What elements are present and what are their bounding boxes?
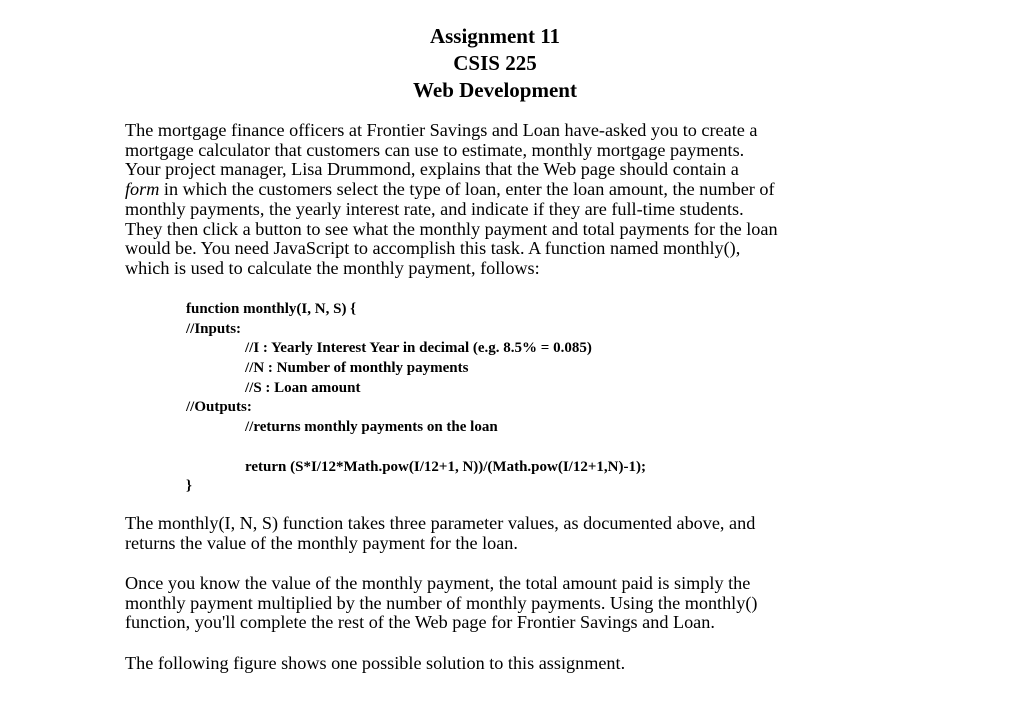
text-line: Your project manager, Lisa Drummond, explains that the Web page should contain a [125, 159, 739, 180]
code-line: //Outputs: [186, 399, 252, 416]
code-line: } [186, 478, 192, 495]
code-line: return (S*I/12*Math.pow(I/12+1, N))/(Math.pow(I/12+1,N)-1); [245, 458, 646, 475]
text-line: The following figure shows one possible solution to this assignment. [125, 653, 626, 673]
course-code: CSIS 225 [453, 51, 537, 75]
text-line: monthly payments, the yearly interest rate, and indicate if they are full-time students. [125, 198, 744, 219]
code-line: //I : Yearly Interest Year in decimal (e.g. 8.5% = 0.085) [245, 340, 592, 357]
function-description-paragraph [125, 514, 865, 553]
course-name: Web Development [413, 78, 577, 102]
text-line: function, you'll complete the rest of the Web page for Frontier Savings and Loan. [125, 612, 715, 633]
text-line [125, 180, 865, 200]
text-line: The mortgage finance officers at Frontier Savings and Loan have-asked you to create a [125, 120, 758, 140]
intro-paragraph [125, 121, 865, 279]
text-line: They then click a button to see what the monthly payment and total payments for the loan [125, 218, 778, 239]
text-line: would be. You need JavaScript to accomplish this task. A function named monthly(), [125, 238, 741, 259]
text-line: which is used to calculate the monthly payment, follows: [125, 257, 540, 278]
code-line: //Inputs: [186, 320, 242, 337]
text-line: returns the value of the monthly payment for the loan. [125, 532, 518, 553]
text-line: monthly payment multiplied by the number of monthly payments. Using the monthly() [125, 592, 758, 613]
form-emphasis: form [125, 179, 160, 200]
figure-reference-paragraph [125, 654, 865, 674]
text-line: The monthly(I, N, S) function takes three parameter values, as documented above, and [125, 513, 756, 533]
text-line: mortgage calculator that customers can use to estimate, monthly mortgage payments. [125, 139, 745, 160]
document-title [0, 23, 990, 104]
code-listing [186, 300, 646, 497]
code-blank-line [186, 438, 646, 458]
code-line: //S : Loan amount [245, 379, 361, 396]
total-amount-paragraph [125, 574, 865, 633]
text-fragment: in which the customers select the type of loan, enter the loan amount, the number of [159, 179, 775, 200]
code-line: //N : Number of monthly payments [245, 360, 469, 377]
text-line: Once you know the value of the monthly payment, the total amount paid is simply the [125, 573, 751, 593]
code-line: //returns monthly payments on the loan [245, 419, 498, 436]
assignment-number: Assignment 11 [429, 24, 561, 48]
code-line: function monthly(I, N, S) { [186, 301, 357, 317]
